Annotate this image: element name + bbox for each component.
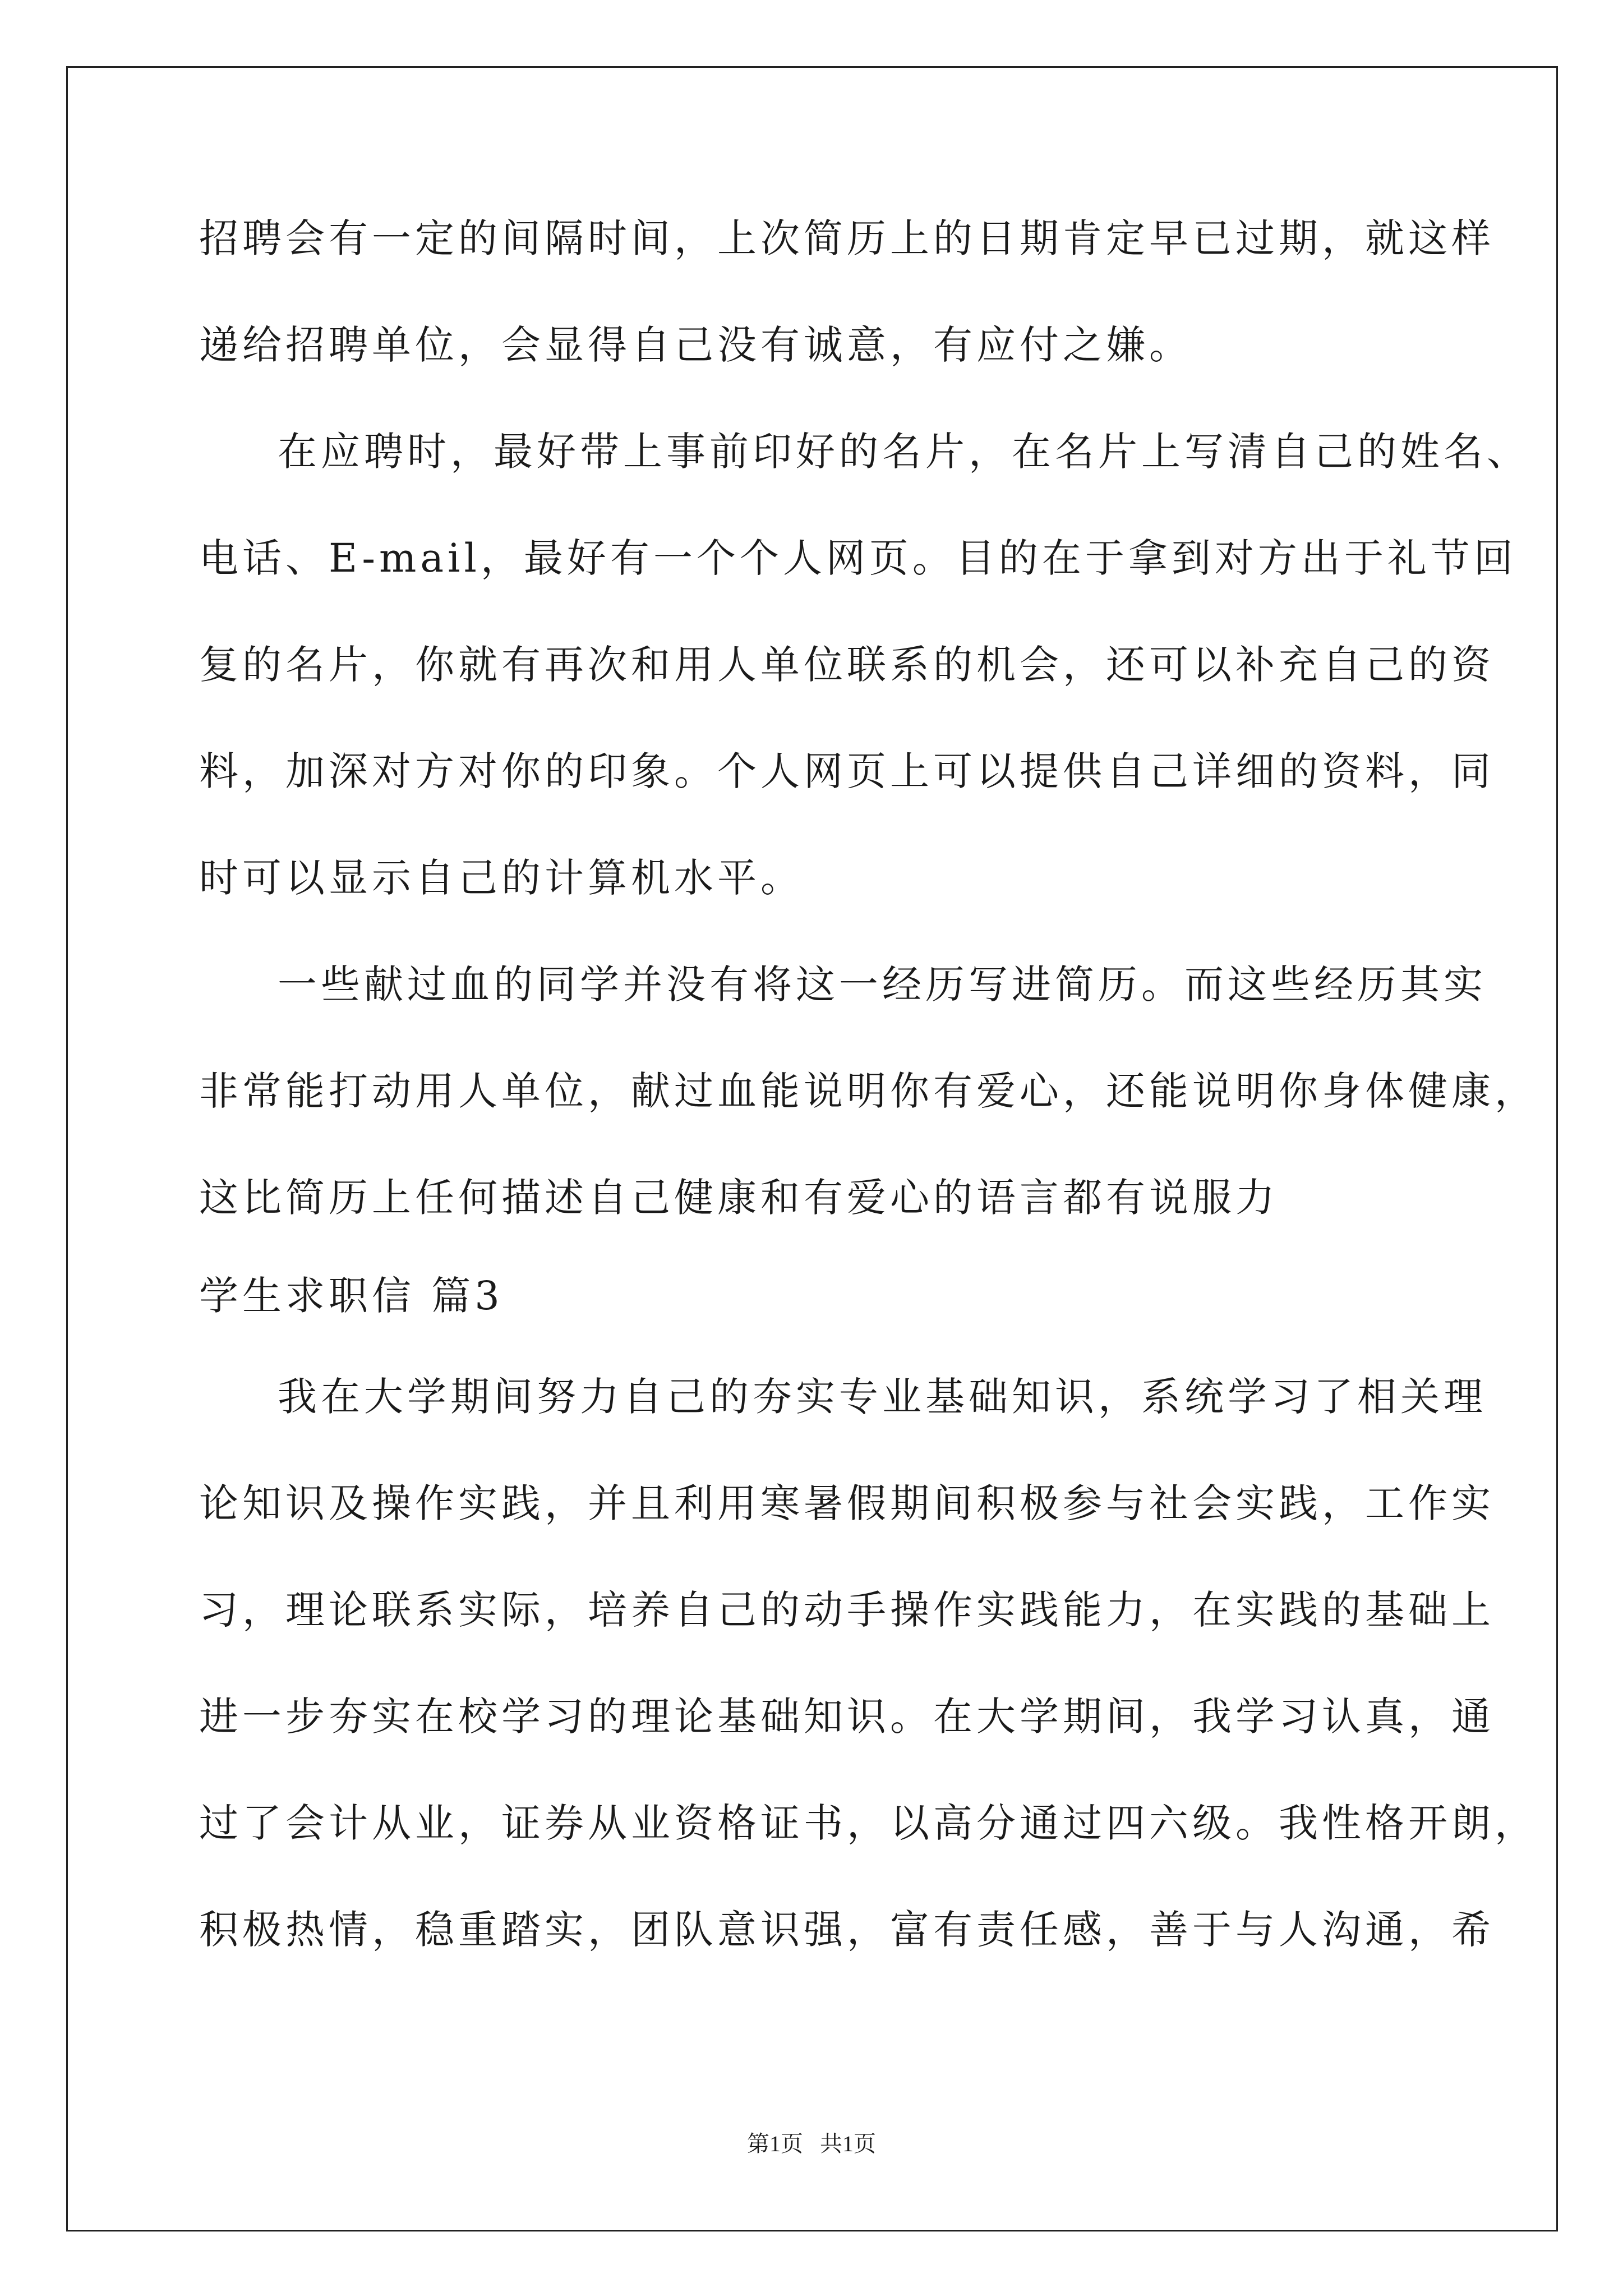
section-heading: 学生求职信 篇3 — [199, 1273, 504, 1319]
body-line: 习，理论联系实际，培养自己的动手操作实践能力，在实践的基础上 — [199, 1587, 1495, 1633]
paragraph-start-line: 一些献过血的同学并没有将这一经历写进简历。而这些经历其实 — [278, 961, 1487, 1007]
body-line: 料，加深对方对你的印象。个人网页上可以提供自己详细的资料，同 — [199, 748, 1495, 794]
body-line: 时可以显示自己的计算机水平。 — [199, 855, 804, 901]
body-line: 过了会计从业，证券从业资格证书，以高分通过四六级。我性格开朗， — [199, 1800, 1538, 1846]
body-line: 复的名片，你就有再次和用人单位联系的机会，还可以补充自己的资 — [199, 642, 1495, 688]
body-line: 这比简历上任何描述自己健康和有爱心的语言都有说服力 — [199, 1175, 1279, 1221]
body-line: 招聘会有一定的间隔时间，上次简历上的日期肯定早已过期，就这样 — [199, 215, 1495, 261]
body-line: 进一步夯实在校学习的理论基础知识。在大学期间，我学习认真，通 — [199, 1694, 1495, 1740]
body-line: 递给招聘单位，会显得自己没有诚意，有应付之嫌。 — [199, 322, 1192, 368]
body-line: 电话、E-mail，最好有一个个人网页。目的在于拿到对方出于礼节回 — [199, 535, 1517, 581]
body-line: 积极热情，稳重踏实，团队意识强，富有责任感，善于与人沟通，希 — [199, 1907, 1495, 1953]
body-line: 论知识及操作实践，并且利用寒暑假期间积极参与社会实践，工作实 — [199, 1480, 1495, 1526]
page-number-footer: 第1页 共1页 — [747, 2131, 876, 2156]
paragraph-start-line: 我在大学期间努力自己的夯实专业基础知识，系统学习了相关理 — [278, 1374, 1487, 1420]
body-line: 非常能打动用人单位，献过血能说明你有爱心，还能说明你身体健康， — [199, 1068, 1538, 1114]
paragraph-start-line: 在应聘时，最好带上事前印好的名片，在名片上写清自己的姓名、 — [278, 429, 1530, 475]
